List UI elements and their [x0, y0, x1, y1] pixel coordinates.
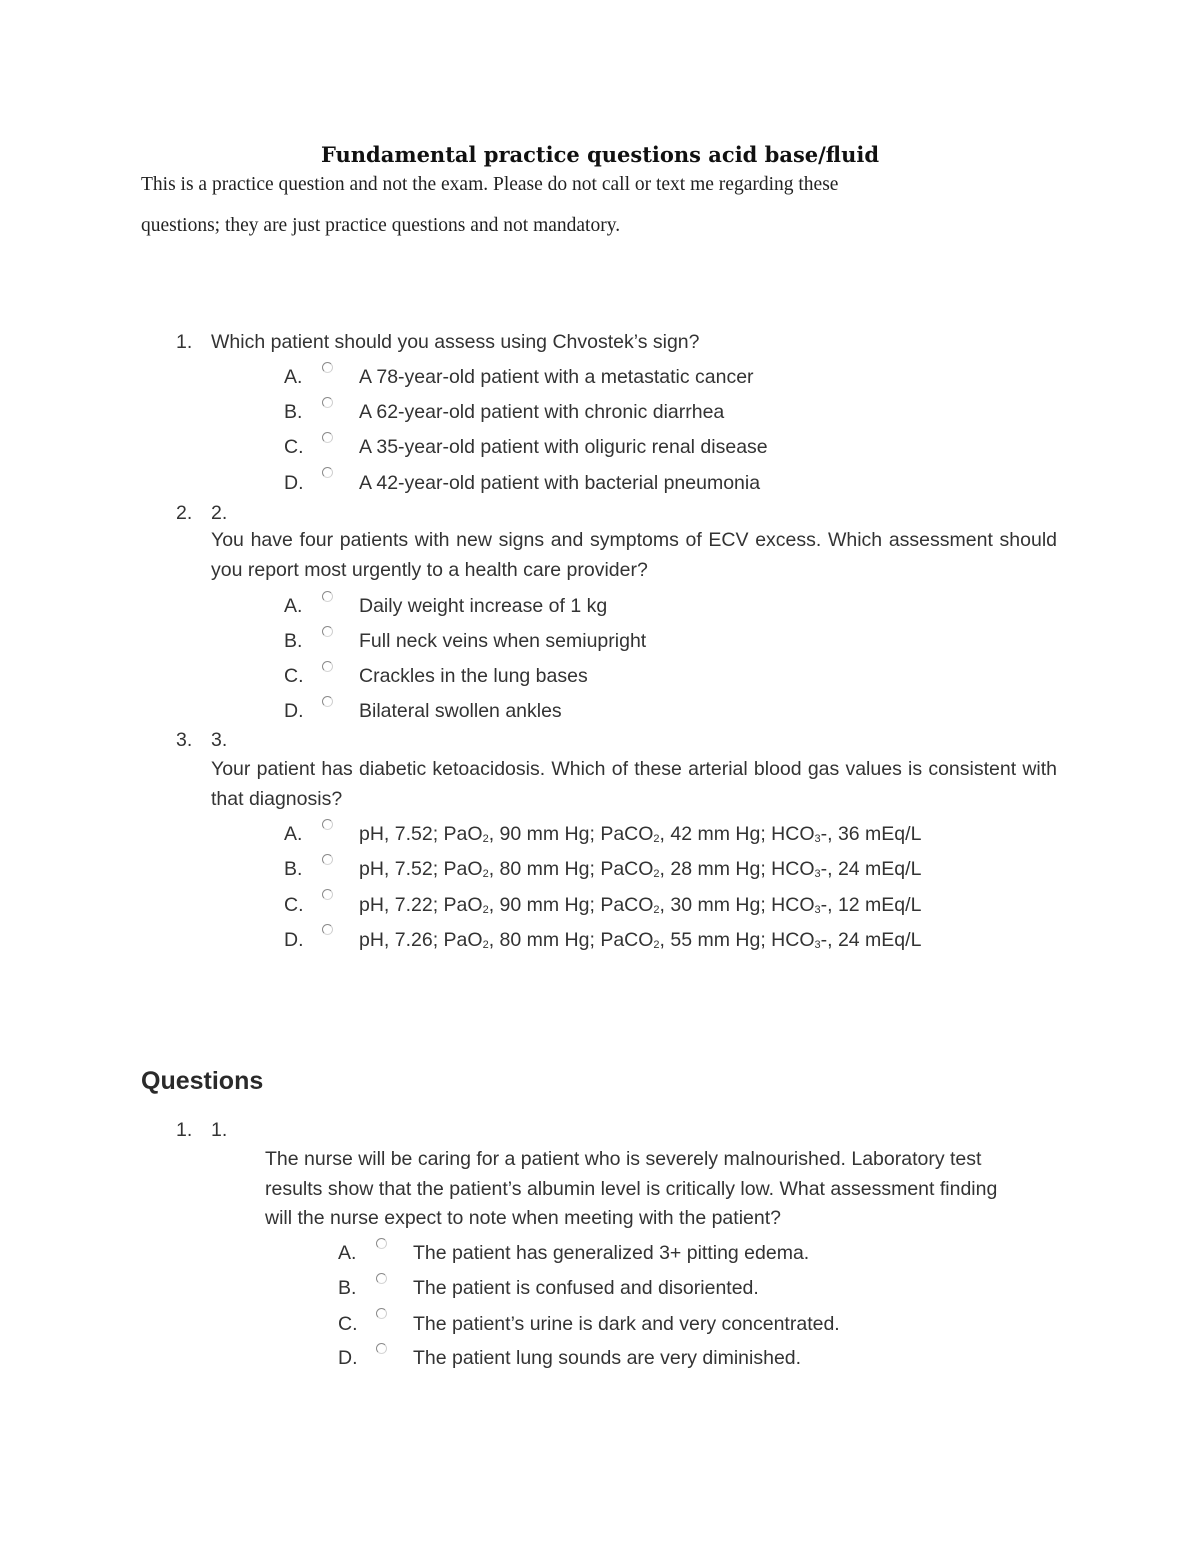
section-heading: Questions: [141, 1067, 264, 1095]
radio-option-d[interactable]: [376, 1343, 387, 1354]
option-text: The patient has generalized 3+ pitting edema.: [413, 1242, 810, 1264]
question-number: 3.: [176, 729, 193, 751]
option-letter: A.: [284, 595, 303, 617]
intro-line-2: questions; they are just practice questions and not mandatory.: [141, 215, 621, 236]
radio-option-c[interactable]: [322, 661, 333, 672]
option-text: The patient’s urine is dark and very concentrated.: [413, 1313, 840, 1335]
radio-option-b[interactable]: [322, 397, 333, 408]
radio-option-d[interactable]: [322, 924, 333, 935]
radio-option-c[interactable]: [322, 432, 333, 443]
radio-option-a[interactable]: [376, 1238, 387, 1249]
option-text: pH, 7.52; PaO$_2$, 80 mm Hg; PaCO$_2$, 28 mm Hg; $HCO_3-$, 24 mEq/L: [359, 858, 922, 880]
option-text: A 42-year-old patient with bacterial pneumonia: [359, 472, 761, 494]
question-text: You have four patients with new signs and symptoms of ECV excess. Which assessment should you report most urgently to a health care provider?: [211, 529, 1057, 581]
radio-option-a[interactable]: [322, 362, 333, 373]
option-text: A 62-year-old patient with chronic diarrhea: [359, 401, 725, 423]
option-letter: A.: [284, 366, 303, 388]
question-number: 1.: [176, 1119, 193, 1141]
option-letter: D.: [284, 472, 304, 494]
radio-option-c[interactable]: [376, 1308, 387, 1319]
page-title: Fundamental practice questions acid base/fluid: [320, 142, 880, 167]
radio-option-c[interactable]: [322, 889, 333, 900]
option-letter: C.: [284, 894, 304, 916]
question-label: 3.: [211, 729, 228, 751]
option-text: The patient is confused and disoriented.: [413, 1277, 759, 1299]
option-text: pH, 7.52; PaO$_2$, 90 mm Hg; PaCO$_2$, 42 mm Hg; $HCO_3-$, 36 mEq/L: [359, 823, 922, 845]
option-text: Bilateral swollen ankles: [359, 700, 562, 722]
question-text: Which patient should you assess using Chvostek’s sign?: [211, 331, 700, 353]
option-letter: C.: [284, 665, 304, 687]
option-letter: B.: [284, 630, 303, 652]
question-label: 2.: [211, 502, 228, 524]
option-text: pH, 7.26; PaO$_2$, 80 mm Hg; PaCO$_2$, 55 mm Hg; $HCO_3-$, 24 mEq/L: [359, 929, 922, 951]
option-letter: C.: [338, 1313, 358, 1335]
option-letter: C.: [284, 436, 304, 458]
option-text: The patient lung sounds are very diminished.: [413, 1347, 802, 1369]
question-number: 2.: [176, 502, 193, 524]
option-letter: D.: [284, 700, 304, 722]
question-text-line-1: The nurse will be caring for a patient who is severely malnourished. Laboratory test: [265, 1148, 982, 1170]
option-letter: B.: [338, 1277, 357, 1299]
intro-line-1: This is a practice question and not the exam. Please do not call or text me regarding these: [141, 174, 839, 195]
option-letter: B.: [284, 858, 303, 880]
option-text: A 35-year-old patient with oliguric renal disease: [359, 436, 768, 458]
option-letter: D.: [338, 1347, 358, 1369]
question-text: Your patient has diabetic ketoacidosis. Which of these arterial blood gas values is consistent with that diagnosis?: [211, 758, 1057, 810]
option-text: Daily weight increase of 1 kg: [359, 595, 608, 617]
radio-option-b[interactable]: [322, 854, 333, 865]
radio-option-d[interactable]: [322, 696, 333, 707]
radio-option-a[interactable]: [322, 819, 333, 830]
option-letter: A.: [284, 823, 303, 845]
option-letter: B.: [284, 401, 303, 423]
radio-option-b[interactable]: [322, 626, 333, 637]
radio-option-b[interactable]: [376, 1273, 387, 1284]
option-text: A 78-year-old patient with a metastatic cancer: [359, 366, 754, 388]
option-text: Full neck veins when semiupright: [359, 630, 647, 652]
question-number: 1.: [176, 331, 193, 353]
question-text-line-3: will the nurse expect to note when meeting with the patient?: [265, 1207, 781, 1229]
question-text-line-2: results show that the patient’s albumin level is critically low. What assessment finding: [265, 1178, 998, 1200]
question-label: 1.: [211, 1119, 228, 1141]
option-letter: A.: [338, 1242, 357, 1264]
radio-option-d[interactable]: [322, 467, 333, 478]
radio-option-a[interactable]: [322, 591, 333, 602]
option-text: pH, 7.22; PaO$_2$, 90 mm Hg; PaCO$_2$, 30 mm Hg; $HCO_3-$, 12 mEq/L: [359, 894, 922, 916]
option-letter: D.: [284, 929, 304, 951]
option-text: Crackles in the lung bases: [359, 665, 588, 687]
